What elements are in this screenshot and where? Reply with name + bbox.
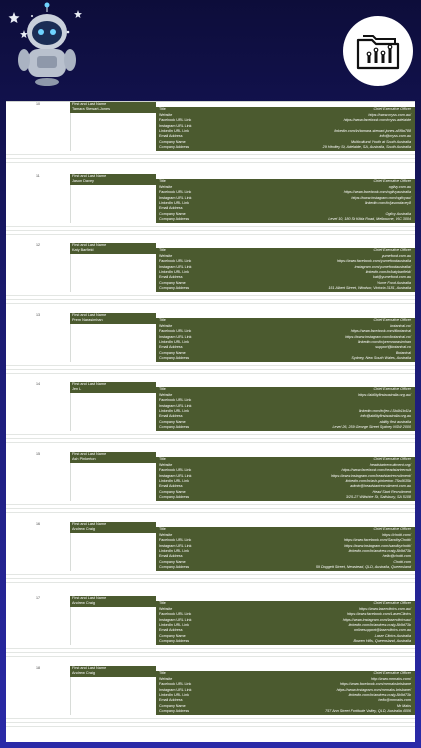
blank-cell[interactable] — [70, 639, 156, 644]
field-label-title: Title — [159, 527, 166, 532]
field-cell-address[interactable] — [156, 565, 415, 570]
field-label-address: Company Address — [159, 145, 190, 150]
field-label-facebook: Facebook URL Link — [159, 398, 192, 403]
field-value-title: Chief Executive Officer — [373, 179, 411, 184]
grid-line — [6, 234, 415, 235]
field-label-address: Company Address — [159, 565, 190, 570]
field-value-website: ogilvy.com.au — [388, 184, 411, 189]
field-cell-address[interactable] — [156, 425, 415, 430]
name-header-label: First and Last Name — [72, 313, 107, 317]
field-value-title: Chief Executive Officer — [373, 107, 411, 112]
grid-line — [6, 508, 415, 509]
blank-cell[interactable] — [6, 565, 71, 570]
blank-cell[interactable] — [6, 356, 71, 361]
field-label-email: Email Address — [159, 275, 183, 280]
field-row-address[interactable] — [6, 425, 415, 430]
field-value-address: Sydney, New South Wales, Australia — [351, 356, 411, 361]
field-value-instagram: https://www.instagram.com/laserclinicsau/ — [342, 617, 411, 622]
field-cell-address[interactable] — [156, 145, 415, 150]
contact-name: Jen L — [72, 387, 82, 392]
grid-line — [6, 438, 415, 439]
field-label-company: Company Name — [159, 139, 186, 144]
blank-cell[interactable] — [70, 709, 156, 714]
field-label-website: Website — [159, 112, 173, 117]
field-cell-address[interactable] — [156, 639, 415, 644]
field-label-linkedin: LinkedIn URL Link — [159, 270, 189, 274]
field-label-facebook: Facebook URL Link — [159, 468, 192, 473]
field-label-email: Email Address — [159, 345, 183, 350]
field-label-website: Website — [159, 323, 173, 328]
record-index: 12 — [36, 243, 40, 247]
name-header-label: First and Last Name — [72, 102, 107, 106]
field-value-title: Chief Executive Officer — [373, 671, 411, 676]
name-header-label: First and Last Name — [72, 174, 107, 178]
field-value-address: Bowen Hills, Queensland, Australia — [353, 639, 411, 644]
field-value-email: hello@mrmaks.com — [378, 698, 411, 703]
field-label-company: Company Name — [159, 350, 186, 355]
field-label-company: Company Name — [159, 633, 186, 638]
field-label-facebook: Facebook URL Link — [159, 190, 192, 195]
field-value-instagram: https://www.instagram.com/headstartrecruitment/ — [331, 473, 411, 478]
field-label-company: Company Name — [159, 559, 186, 564]
field-cell-address[interactable] — [156, 356, 415, 361]
field-value-linkedin: linkedin.com/in/tamara-stewart-jones-a5f9a788 — [334, 129, 411, 133]
record-index: 13 — [36, 313, 40, 317]
name-header-label: First and Last Name — [72, 243, 107, 247]
field-value-company: Multicultural Youth at South Australia — [350, 139, 411, 144]
contact-name: Andrew Craig — [72, 601, 96, 606]
field-value-address: Level 26, 259 George Street Sydney NSW 2000 — [332, 425, 411, 430]
field-label-email: Email Address — [159, 698, 183, 703]
field-value-linkedin: linkedin.com/in/andrew-craig-8b9d73b — [348, 549, 411, 553]
field-label-company: Company Name — [159, 211, 186, 216]
blank-cell[interactable] — [70, 145, 156, 150]
field-value-address: 3/25-27 Wiltshire St, Salisbury, SA 5108 — [345, 495, 411, 500]
field-label-linkedin: LinkedIn URL Link — [159, 549, 189, 553]
field-value-title: Chief Executive Officer — [373, 318, 411, 323]
field-label-linkedin: LinkedIn URL Link — [159, 129, 189, 133]
field-cell-address[interactable] — [156, 217, 415, 222]
blank-cell[interactable] — [6, 286, 71, 291]
field-label-email: Email Address — [159, 134, 183, 139]
contact-record — [6, 522, 415, 590]
contact-record — [6, 666, 415, 734]
field-value-email: onlinesupport@laserclinics.com.au — [353, 628, 411, 633]
field-label-instagram: Instagram URL Link — [159, 473, 192, 478]
name-header-label: First and Last Name — [72, 382, 107, 386]
field-value-facebook: https://www.facebook.com/yumefoodaustralia — [337, 259, 411, 264]
field-value-company: Yume Food Australia — [376, 280, 411, 285]
field-value-company: Head Start Recruitment — [372, 489, 411, 494]
record-index: 10 — [36, 102, 40, 106]
field-value-company: Ogilvy Australia — [385, 211, 411, 216]
field-value-website: http://www.mrmaks.com/ — [370, 676, 411, 681]
field-value-facebook: https://www.facebook.com/ogilvyaustralia — [343, 190, 411, 195]
grid-line — [6, 299, 415, 300]
contact-record — [6, 313, 415, 381]
blank-cell[interactable] — [6, 425, 71, 430]
field-row-address[interactable] — [6, 217, 415, 222]
field-value-instagram: https://www.instagram.com/ogilvyau/ — [351, 195, 411, 200]
blank-cell[interactable] — [6, 145, 71, 150]
blank-cell[interactable] — [6, 217, 71, 222]
field-value-facebook: https://www.facebook.com/mrmaksbrisbane — [339, 682, 411, 687]
field-value-instagram: instagram.com/yumefoodaustralia/ — [354, 264, 411, 269]
field-value-website: https://abilityfirstaustralia.org.au/ — [358, 392, 411, 397]
blank-cell[interactable] — [70, 425, 156, 430]
field-value-website: https://chotti.com/ — [382, 532, 411, 537]
field-label-linkedin: LinkedIn URL Link — [159, 623, 189, 627]
folder-stats-icon — [343, 16, 413, 86]
field-label-title: Title — [159, 248, 166, 253]
field-value-website: botanical.co/ — [390, 323, 411, 328]
field-value-facebook: https://www.facebook.com/headstartrecruit — [341, 468, 411, 473]
grid-line — [6, 295, 415, 296]
grid-line — [6, 582, 415, 583]
record-index: 18 — [36, 666, 40, 670]
blank-cell[interactable] — [70, 356, 156, 361]
field-label-title: Title — [159, 601, 166, 606]
field-value-company: Mr Maks — [396, 703, 411, 708]
field-label-linkedin: LinkedIn URL Link — [159, 201, 189, 205]
field-value-facebook: https://www.facebook.com/LaserClinics — [347, 612, 411, 617]
grid-line — [6, 648, 415, 649]
field-label-title: Title — [159, 457, 166, 462]
field-value-company: Botanical — [395, 350, 411, 355]
name-header-label: First and Last Name — [72, 452, 107, 456]
spreadsheet[interactable] — [6, 101, 415, 742]
field-label-email: Email Address — [159, 206, 183, 211]
grid-line — [6, 512, 415, 513]
field-label-instagram: Instagram URL Link — [159, 687, 192, 692]
field-label-title: Title — [159, 387, 166, 392]
field-value-address: 757 Ann Street Fortitude Valley, QLD, Australia 4006 — [325, 709, 411, 714]
contact-name: Prem Narasimhan — [72, 318, 103, 323]
field-label-website: Website — [159, 606, 173, 611]
field-label-website: Website — [159, 532, 173, 537]
grid-line — [6, 718, 415, 719]
contact-record — [6, 243, 415, 311]
grid-line — [6, 504, 415, 505]
blank-cell[interactable] — [70, 217, 156, 222]
field-value-address: Level 10, 180 St Kilda Road, Melbourne, VIC 3004 — [328, 217, 411, 222]
field-label-linkedin: LinkedIn URL Link — [159, 409, 189, 413]
field-label-title: Title — [159, 318, 166, 323]
blank-cell[interactable] — [70, 565, 156, 570]
name-header-label: First and Last Name — [72, 596, 107, 600]
field-value-title: Chief Executive Officer — [373, 527, 411, 532]
field-row-address[interactable] — [6, 709, 415, 714]
field-row-address[interactable] — [6, 495, 415, 500]
contact-name: Jason Davey — [72, 179, 94, 184]
contact-name: Andrew Craig — [72, 527, 96, 532]
field-value-title: Chief Executive Officer — [373, 387, 411, 392]
field-value-linkedin: linkedin.com/in/katybarfield/ — [365, 270, 411, 274]
field-value-email: info@myss.com.au — [379, 134, 411, 139]
contact-name: Katy Barfield — [72, 248, 94, 253]
contact-record — [6, 102, 415, 170]
field-label-linkedin: LinkedIn URL Link — [159, 693, 189, 697]
field-label-facebook: Facebook URL Link — [159, 612, 192, 617]
field-row-address[interactable] — [6, 565, 415, 570]
field-value-website: https://www.myss.com.au/ — [368, 112, 411, 117]
field-label-website: Website — [159, 253, 173, 258]
grid-line — [6, 230, 415, 231]
field-value-instagram: https://www.instagram.com/mrmaks.brisbane/ — [336, 687, 411, 692]
grid-line — [6, 303, 415, 304]
field-value-address: 29 Hindley St, Adelaide, SA, Australia, South Australia — [322, 145, 411, 150]
grid-line — [6, 578, 415, 579]
field-value-title: Chief Executive Officer — [373, 248, 411, 253]
field-value-facebook: https://www.facebook.com/myss.adelaide — [343, 118, 411, 123]
blank-cell[interactable] — [6, 639, 71, 644]
field-label-website: Website — [159, 392, 173, 397]
field-label-email: Email Address — [159, 414, 183, 419]
field-label-instagram: Instagram URL Link — [159, 334, 192, 339]
field-label-email: Email Address — [159, 484, 183, 489]
field-value-address: 151 Albert Street, Windsor, Victoria 3181, Australia — [328, 286, 411, 291]
field-label-address: Company Address — [159, 495, 190, 500]
field-label-facebook: Facebook URL Link — [159, 118, 192, 123]
field-value-email: support@botanical.co — [375, 345, 411, 350]
field-cell-address[interactable] — [156, 709, 415, 714]
field-label-title: Title — [159, 179, 166, 184]
field-value-company: Chotti.com — [393, 559, 411, 564]
contact-record — [6, 452, 415, 520]
field-label-title: Title — [159, 107, 166, 112]
field-label-instagram: Instagram URL Link — [159, 617, 192, 622]
contact-record — [6, 174, 415, 242]
field-label-facebook: Facebook URL Link — [159, 329, 192, 334]
blank-cell[interactable] — [70, 495, 156, 500]
grid-line — [6, 442, 415, 443]
contact-name: Ash Pinkerton — [72, 457, 96, 462]
field-value-company: Laser Clinics Australia — [374, 633, 411, 638]
grid-line — [6, 226, 415, 227]
field-label-instagram: Instagram URL Link — [159, 264, 192, 269]
field-cell-address[interactable] — [156, 495, 415, 500]
field-value-linkedin: linkedin.com/in/jen-l-5b4b1b41a — [358, 409, 411, 413]
field-value-website: https://www.laserclinics.com.au/ — [358, 606, 411, 611]
grid-line — [6, 365, 415, 366]
field-label-address: Company Address — [159, 356, 190, 361]
field-value-linkedin: linkedin.com/in/premnarasimhan — [357, 340, 411, 344]
field-label-website: Website — [159, 462, 173, 467]
field-value-facebook: https://www.facebook.com/ilbotanical — [350, 329, 411, 334]
field-row-address[interactable] — [6, 356, 415, 361]
robot-mascot-icon — [6, 2, 88, 88]
field-cell-address[interactable] — [156, 286, 415, 291]
field-label-instagram: Instagram URL Link — [159, 123, 192, 128]
field-label-address: Company Address — [159, 425, 190, 430]
field-value-instagram: https://www.instagram.com/botanical.co/ — [345, 334, 411, 339]
field-value-linkedin: linkedin.com/in/jasondavey8 — [364, 201, 411, 205]
grid-line — [6, 652, 415, 653]
field-label-instagram: Instagram URL Link — [159, 543, 192, 548]
field-value-email: admin@headstartrecruitment.com.au — [350, 484, 411, 489]
field-label-facebook: Facebook URL Link — [159, 538, 192, 543]
field-label-instagram: Instagram URL Link — [159, 403, 192, 408]
field-value-linkedin: linkedin.com/in/ash-pinkerton-75a4635b — [345, 479, 411, 483]
field-value-linkedin: linkedin.com/in/andrew-craig-8b9d73b — [348, 693, 411, 697]
field-value-website: headstartrecruitment.org/ — [369, 462, 411, 467]
record-index: 17 — [36, 596, 40, 600]
field-value-title: Chief Executive Officer — [373, 601, 411, 606]
field-value-address: 59 Doggett Street, Newstead, QLD, Australia, Queensland — [315, 565, 411, 570]
field-value-email: info@abilityfirstaustralia.org.au — [360, 414, 411, 419]
field-value-website: yumefood.com.au — [381, 253, 411, 258]
contact-name: Andrew Craig — [72, 671, 96, 676]
field-label-linkedin: LinkedIn URL Link — [159, 479, 189, 483]
grid-line — [6, 722, 415, 723]
field-label-email: Email Address — [159, 628, 183, 633]
field-row-address[interactable] — [6, 145, 415, 150]
grid-line — [6, 154, 415, 155]
contact-name: Tamara Stewart-Jones — [72, 107, 110, 112]
record-index: 15 — [36, 452, 40, 456]
blank-cell[interactable] — [70, 286, 156, 291]
grid-line — [6, 162, 415, 163]
contact-record — [6, 382, 415, 450]
field-value-linkedin: linkedin.com/in/andrew-craig-8b9d73b — [348, 623, 411, 627]
grid-line — [6, 574, 415, 575]
field-row-address[interactable] — [6, 286, 415, 291]
grid-line — [6, 373, 415, 374]
field-label-address: Company Address — [159, 286, 190, 291]
field-label-email: Email Address — [159, 554, 183, 559]
field-label-facebook: Facebook URL Link — [159, 259, 192, 264]
field-label-company: Company Name — [159, 280, 186, 285]
field-label-website: Website — [159, 184, 173, 189]
header-banner — [0, 0, 421, 92]
field-label-address: Company Address — [159, 639, 190, 644]
field-value-email: hello@chotti.com — [382, 554, 411, 559]
contact-record — [6, 596, 415, 664]
grid-line — [6, 434, 415, 435]
blank-cell[interactable] — [6, 709, 71, 714]
field-label-company: Company Name — [159, 489, 186, 494]
name-header-label: First and Last Name — [72, 522, 107, 526]
grid-line — [6, 158, 415, 159]
field-label-address: Company Address — [159, 709, 190, 714]
field-label-instagram: Instagram URL Link — [159, 195, 192, 200]
record-index: 14 — [36, 382, 40, 386]
field-value-instagram: https://www.instagram.com/sandbychotti/ — [344, 543, 411, 548]
grid-line — [6, 369, 415, 370]
field-label-title: Title — [159, 671, 166, 676]
name-header-label: First and Last Name — [72, 666, 107, 670]
field-value-facebook: https://www.facebook.com/SandbyChotti/ — [343, 538, 411, 543]
field-value-company: ability first australia — [379, 419, 411, 424]
field-label-address: Company Address — [159, 217, 190, 222]
field-label-facebook: Facebook URL Link — [159, 682, 192, 687]
field-value-email: kat@yumefood.com.au — [373, 275, 411, 280]
grid-line — [6, 726, 415, 727]
field-row-address[interactable] — [6, 639, 415, 644]
field-value-title: Chief Executive Officer — [373, 457, 411, 462]
field-label-company: Company Name — [159, 419, 186, 424]
record-index: 11 — [36, 174, 40, 178]
record-index: 16 — [36, 522, 40, 526]
field-label-linkedin: LinkedIn URL Link — [159, 340, 189, 344]
grid-line — [6, 656, 415, 657]
blank-cell[interactable] — [6, 495, 71, 500]
field-label-website: Website — [159, 676, 173, 681]
field-label-company: Company Name — [159, 703, 186, 708]
